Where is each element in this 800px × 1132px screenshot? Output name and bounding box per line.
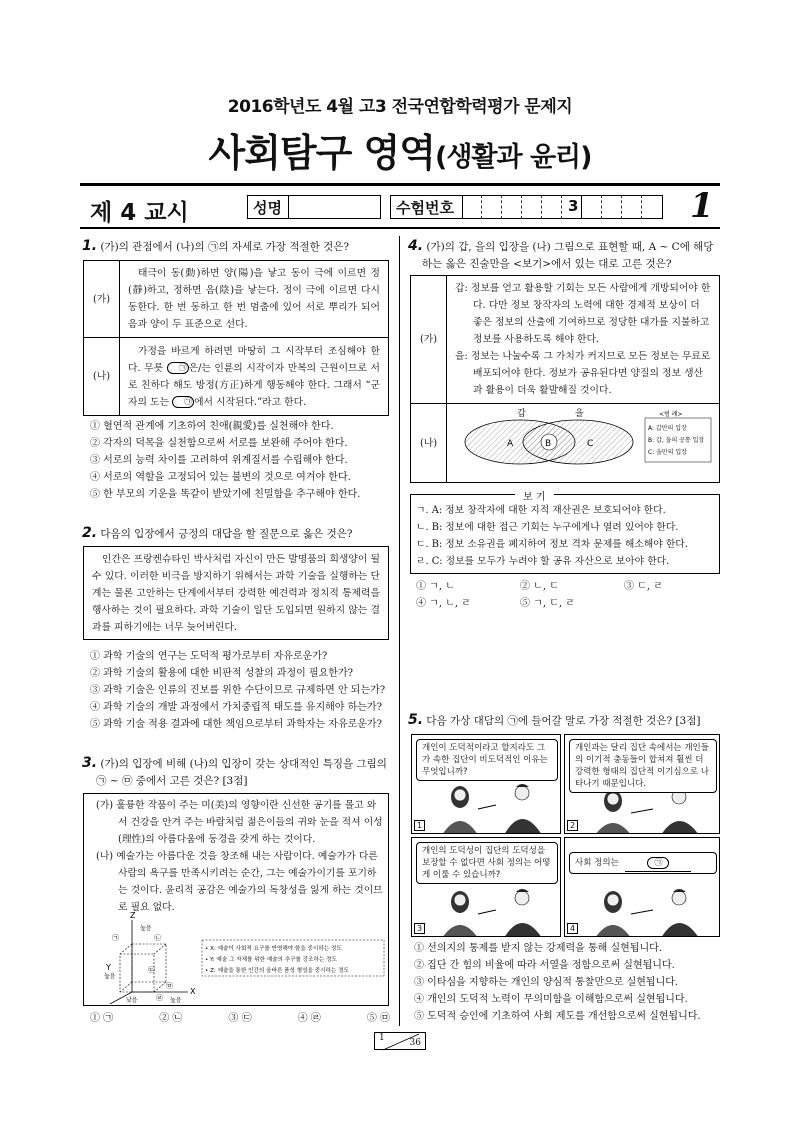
- q4-legend-c: C: 을만의 입장: [648, 449, 688, 456]
- exam-number-cell: [522, 195, 542, 219]
- exam-title-sub: (생활과 윤리): [434, 142, 592, 173]
- q4-na-label: (나): [411, 404, 447, 483]
- q5-option[interactable]: ③ 이타심을 지향하는 개인의 양심적 통찰만으로 실현됩니다.: [414, 977, 679, 988]
- q5-bubble-1: 개인이 도덕적이라고 할지라도 그가 속한 집단이 비도덕적인 이유는 무엇입니까?: [416, 739, 558, 781]
- q3-na-label: (나): [96, 851, 114, 862]
- column-divider: [399, 236, 400, 1026]
- q2-number: 2.: [82, 525, 98, 541]
- exam-number-cell: [542, 195, 562, 219]
- q3-options: [90, 1010, 390, 1027]
- q2-option[interactable]: ④ 과학 기술의 개발 과정에서 가치중립적 태도를 유지해야 하는가?: [90, 702, 382, 713]
- q4-options-row: [416, 595, 716, 612]
- exam-number-cell: [582, 195, 602, 219]
- name-divider: [288, 195, 289, 219]
- q4-options-row: [416, 578, 716, 595]
- q4-option[interactable]: ⑤ ㄱ, ㄷ, ㄹ: [520, 598, 575, 609]
- q3-option[interactable]: ② ㉡: [159, 1013, 183, 1024]
- q4-venn-diagram: [447, 404, 717, 476]
- q1-na-text: [120, 338, 389, 416]
- q5-panel-2: [564, 734, 720, 834]
- exam-number-cell: [482, 195, 502, 219]
- q3-passage: [90, 797, 384, 916]
- q4-bogi-item: ㄷ. B: 정보 소유권을 폐지하여 정보 격차 문제를 해소해야 한다.: [416, 539, 688, 550]
- q1-option[interactable]: ④ 서로의 역할을 고정되어 있는 불변의 것으로 여겨야 한다.: [90, 472, 351, 483]
- q4-number: 4.: [408, 238, 424, 254]
- q2-passage: 인간은 프랑켄슈타인 박사처럼 자신이 만든 발명품의 희생양이 될 수 있다. 이러한 비극을 방지하기 위해서는 과학 기술을 실행하는 단계는 물론 고안하는 단계에서부터 강력한 예견력과 정치적 통제력을 행사하는 것이 필요하다. 과학 기술이 일단 도입되면 원하지 않는 결과를 피하기에는 너무 늦어버린다.: [83, 546, 389, 640]
- q5-bubble-3: 개인의 도덕성이 집단의 도덕성을 보장할 수 없다면 사회 정의는 어떻게 이룰 수 있습니까?: [416, 842, 558, 884]
- q1-prompt: [82, 238, 392, 256]
- q3-axis-y: Y: [106, 963, 111, 972]
- q5-panel-num: 1: [414, 820, 425, 831]
- q4-venn-c: C: [587, 439, 594, 449]
- q1-ga-label: (가): [84, 261, 120, 338]
- q1-passage-table: [83, 260, 389, 416]
- q5-blank-line: [625, 855, 691, 872]
- q3-ga: [90, 797, 384, 848]
- q4-bogi-item: ㄴ. B: 정보에 대한 접근 기회는 누구에게나 열려 있어야 한다.: [416, 522, 679, 533]
- exam-title: [0, 122, 800, 177]
- q5-bubble-4: [569, 852, 717, 874]
- q5-number: 5.: [408, 712, 424, 728]
- q3-legend-y: • Y: 예술 그 자체를 위한 예술의 추구를 강조하는 정도: [205, 957, 337, 963]
- q1-option[interactable]: ⑤ 한 부모의 기운을 똑같이 받았기에 친밀함을 추구해야 한다.: [90, 489, 361, 500]
- q3-point-2: ㉡: [154, 934, 161, 942]
- q5-option[interactable]: ① 선의지의 통제를 받지 않는 강제력을 통해 실현됩니다.: [414, 943, 662, 954]
- q3-legend-z: • Z: 예술을 통한 인간의 올바른 품성 형성을 중시하는 정도: [205, 968, 349, 974]
- q4-ga-label: (가): [411, 276, 447, 404]
- q3-option[interactable]: ① ㉠: [90, 1013, 114, 1024]
- q4-prompt-text: (가)의 갑, 을의 입장을 (나) 그림으로 표현할 때, A ~ C에 해당하는 옳은 진술만을 <보기>에서 있는 대로 고른 것은?: [422, 241, 714, 270]
- q2-prompt-text: 다음의 입장에서 긍정의 대답을 할 질문으로 옳은 것은?: [100, 528, 353, 540]
- q4-gap-text: 갑: 정보를 얻고 활용할 기회는 모든 사람에게 개방되어야 한다. 다만 정보 창작자의 노력에 대한 경제적 보상이 더 좋은 정보의 산출에 기여하므로 정당한 대가를 지불하고 정보를 사용하도록 해야 한다.: [455, 283, 711, 345]
- q4-bogi-list: [416, 502, 688, 570]
- q3-prompt-text: (가)의 입장에 비해 (나)의 입장이 갖는 상대적인 특징을 그림의 ㉠ ~ ㉤ 중에서 고른 것은? [3점]: [96, 758, 387, 787]
- q4-na-cell: [447, 404, 720, 483]
- q4-venn-eul: 을: [575, 409, 584, 419]
- q3-option[interactable]: ④ ㉣: [297, 1013, 321, 1024]
- q4-option[interactable]: ① ㄱ, ㄴ: [416, 581, 455, 592]
- q5-option[interactable]: ⑤ 도덕적 승인에 기초하여 사회 제도를 개선함으로써 실현됩니다.: [414, 1011, 701, 1022]
- exam-number-cell: [622, 195, 642, 219]
- q2-option[interactable]: ② 과학 기술의 활용에 대한 비판적 성찰의 과정이 필요한가?: [90, 668, 353, 679]
- q4-prompt: [408, 238, 720, 273]
- q2-option[interactable]: ⑤ 과학 기술 적용 결과에 대한 책임으로부터 과학자는 자유로운가?: [90, 719, 382, 730]
- q3-point-1: ㉠: [112, 934, 119, 942]
- period-label: 제 4 교시: [90, 200, 189, 226]
- q3-high-label: 높음: [104, 973, 116, 980]
- q2-option[interactable]: ① 과학 기술의 연구는 도덕적 평가로부터 자유로운가?: [90, 651, 328, 662]
- q1-ga-text: 태극이 동(動)하면 양(陽)을 낳고 동이 극에 이르면 정(靜)하고, 정하면 음(陰)을 낳는다. 정이 극에 이르면 다시 동한다. 한 번 동하고 한 번 멈춤에 있어 서로 뿌리가 되어 음과 양이 두 표준으로 선다.: [120, 261, 389, 338]
- q3-na: [90, 848, 384, 916]
- q1-na-text-3: 에서 시작된다.”라고 한다.: [194, 396, 307, 408]
- q1-blank-circle: ㉠: [167, 362, 189, 374]
- q1-option[interactable]: ③ 서로의 능력 차이를 고려하여 위계질서를 수립해야 한다.: [90, 455, 348, 466]
- q3-na-text: 예술가는 아름다운 것을 창조해 내는 사람이다. 예술가가 다른 사람의 욕구를 만족시키려는 순간, 그는 예술가이기를 포기하는 것이다. 윤리적 공감은 예술가의 독창성을 잃게 하는 것이므로 필요 없다.: [116, 851, 383, 913]
- q3-high-label: 높음: [140, 925, 152, 932]
- q4-venn-a: A: [507, 439, 514, 449]
- q3-point-4: ㉣: [156, 994, 163, 1002]
- q5-bubble-4-text: 사회 정의는: [575, 858, 619, 868]
- q5-panel-num: 3: [414, 923, 425, 934]
- footer-total: 36: [409, 1038, 421, 1048]
- q3-point-3: ㉢: [148, 966, 155, 974]
- q1-options: [90, 418, 360, 503]
- exam-title-main: 사회탐구 영역: [208, 131, 435, 175]
- q1-na-text-2: 은/는 인륜의 시작이자 만복의 근원이므로 서로 친하다 해도 방정(方正)하게 행동해야 한다. 그래서 “군자의 도는: [128, 362, 380, 408]
- q4-bogi-item: ㄱ. A: 정보 창작자에 대한 지적 재산권은 보호되어야 한다.: [416, 505, 666, 516]
- q3-ga-text: 훌륭한 작품이 주는 미(美)의 영향이란 신선한 공기를 몰고 와서 건강을 안겨 주는 바람처럼 젊은이들의 귀와 눈을 적셔 이성(理性)의 아름다움에 동경을 갖게 하는 것이다.: [116, 800, 383, 845]
- footer-page: 1: [379, 1033, 385, 1043]
- q5-panel-3: [411, 837, 561, 937]
- q4-legend-a: A: 갑만의 입장: [648, 425, 687, 432]
- exam-number-cell: [602, 195, 622, 219]
- q4-option[interactable]: ② ㄴ, ㄷ: [520, 581, 559, 592]
- q5-option[interactable]: ④ 개인의 도덕적 노력이 무의미함을 이해함으로써 실현됩니다.: [414, 994, 688, 1005]
- q4-ga-cell: [447, 276, 720, 404]
- q5-blank-circle: ㉠: [647, 857, 669, 869]
- q3-option[interactable]: ⑤ ㉤: [366, 1013, 390, 1024]
- q5-options: [414, 940, 701, 1025]
- q4-venn-b: B: [545, 439, 552, 449]
- q1-na-text-1: 가정을 바르게 하려면 마땅히 그 시작부터 조심해야 한다. 무릇: [128, 345, 380, 374]
- q4-options: [416, 578, 716, 612]
- q3-3d-diagram: [90, 912, 390, 1004]
- q3-number: 3.: [82, 755, 98, 771]
- q3-option[interactable]: ③ ㉢: [228, 1013, 252, 1024]
- q1-number: 1.: [82, 238, 98, 254]
- exam-number-cell: [462, 195, 482, 219]
- q5-prompt: [408, 712, 720, 730]
- q4-bogi-item: ㄹ. C: 정보를 모두가 누려야 할 공유 자산으로 보아야 한다.: [416, 556, 670, 567]
- q3-point-5: ㉤: [166, 982, 173, 990]
- exam-subtitle: 2016학년도 4월 고3 전국연합학력평가 문제지: [227, 97, 573, 117]
- q2-prompt: [82, 525, 392, 543]
- q1-na-label: (나): [84, 338, 120, 416]
- q4-option[interactable]: ④ ㄱ, ㄴ, ㄹ: [416, 598, 471, 609]
- q4-option[interactable]: ③ ㄷ, ㄹ: [624, 581, 663, 592]
- q5-panel-4: [564, 837, 720, 937]
- q4-bogi-title: 보 기: [515, 488, 554, 503]
- header-rule-bottom: [80, 227, 720, 229]
- exam-number-digit: 3: [568, 197, 579, 215]
- q3-legend-x: • X: 예술이 사회적 요구를 반영해야 함을 중시하는 정도: [205, 946, 342, 952]
- q1-prompt-text: (가)의 관점에서 (나)의 ㉠의 자세로 가장 적절한 것은?: [100, 241, 350, 253]
- q1-blank-circle: ㉠: [172, 396, 194, 408]
- q4-passage-table: [410, 275, 720, 483]
- q2-options: [90, 648, 385, 733]
- exam-number-label: 수험번호: [396, 199, 454, 217]
- q3-axis-z: Z: [130, 912, 136, 920]
- q5-panel-num: 2: [567, 820, 578, 831]
- q3-axis-x: X: [190, 987, 196, 996]
- q5-bubble-2: 개인과는 달리 집단 속에서는 개인들의 이기적 충동들이 합쳐져 훨씬 더 강력한 형태의 집단적 이기심으로 나타나기 때문입니다.: [569, 739, 717, 793]
- q3-ga-label: (가): [96, 800, 114, 811]
- q3-low-label: 낮음: [126, 997, 138, 1004]
- exam-number-cell: [502, 195, 522, 219]
- q1-option[interactable]: ① 혈연적 관계에 기초하여 친애(親愛)를 실천해야 한다.: [90, 421, 334, 432]
- q3-high-label: 높음: [170, 997, 182, 1004]
- q1-option[interactable]: ② 각자의 덕목을 실천함으로써 서로를 보완해 주어야 한다.: [90, 438, 348, 449]
- q4-eul-text: 을: 정보는 나눌수록 그 가치가 커지므로 모든 정보는 무료로 배포되어야 한다. 정보가 공유된다면 양질의 정보 생산과 활용이 더욱 활발해질 것이다.: [455, 351, 711, 396]
- page-number: 1: [690, 186, 714, 226]
- q2-option[interactable]: ③ 과학 기술은 인류의 진보를 위한 수단이므로 규제하면 안 되는가?: [90, 685, 386, 696]
- q5-panel-1: [411, 734, 561, 834]
- q5-option[interactable]: ② 집단 간 힘의 비율에 따라 서열을 정함으로써 실현됩니다.: [414, 960, 675, 971]
- q4-venn-gap: 갑: [517, 409, 526, 419]
- name-label: 성명: [253, 199, 282, 217]
- q4-legend-title: <범 례>: [659, 411, 683, 418]
- footer-page-box: [374, 1032, 426, 1050]
- q5-prompt-text: 다음 가상 대담의 ㉠에 들어갈 말로 가장 적절한 것은? [3점]: [426, 715, 701, 727]
- q3-prompt: [82, 755, 394, 790]
- q4-legend-b: B: 갑, 을의 공통 입장: [648, 437, 705, 444]
- q5-panel-num: 4: [567, 923, 578, 934]
- header-rule: [80, 183, 720, 186]
